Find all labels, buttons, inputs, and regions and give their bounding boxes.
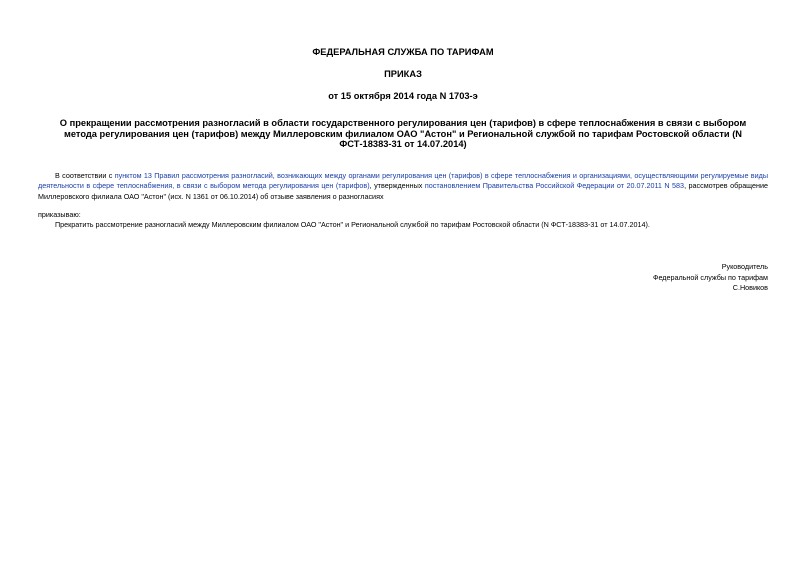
signature-position: Руководитель [721, 262, 768, 271]
document-date: от 15 октября 2014 года N 1703-э [328, 91, 478, 101]
signature-organization: Федеральной службы по тарифам [653, 272, 768, 282]
preamble-intro: В соответствии с [55, 171, 115, 180]
order-item: Прекратить рассмотрение разногласий между Миллеровским филиалом ОАО "Астон" и Региональной службой по тарифам Ростовской области (N ФСТ-18383-31 от 14.07.2014). [55, 220, 650, 229]
document-page [38, 0, 768, 571]
signature-name: С.Новиков [732, 283, 768, 293]
document-title: О прекращении рассмотрения разногласий в области государственного регулирования цен (тарифов) в сфере теплоснабжения в связи с выбором метода регулирования цен (тарифов) между Миллеровским филиалом ОАО "Астон" и Региональной службой по тарифам Ростовской области (N ФСТ-18383-31 от 14.07.2014) [59, 118, 747, 150]
rules-clause-link[interactable]: пунктом 13 Правил рассмотрения разногласий, возникающих между органами регулирования цен (тарифов) в сфере теплоснабжения и организациями, осуществляющими регулируемые виды деятельности в сфере теплоснабжения, в связи с выбором метода регулирования цен (тарифов) [38, 171, 768, 191]
agency-name: ФЕДЕРАЛЬНАЯ СЛУЖБА ПО ТАРИФАМ [312, 47, 494, 57]
preamble-end: , рассмотрев обращение Миллеровского филиала ОАО "Астон" (исх. N 1361 от 06.10.2014) об отзыве заявления о разногласиях [38, 181, 768, 201]
signature-block [468, 262, 768, 294]
preamble-paragraph [38, 171, 768, 202]
government-resolution-link[interactable]: постановлением Правительства Российской Федерации от 20.07.2011 N 583 [424, 181, 685, 191]
preamble-middle: , утвержденных [369, 181, 425, 191]
document-type: ПРИКАЗ [384, 69, 422, 79]
order-word: приказываю: [38, 210, 81, 219]
